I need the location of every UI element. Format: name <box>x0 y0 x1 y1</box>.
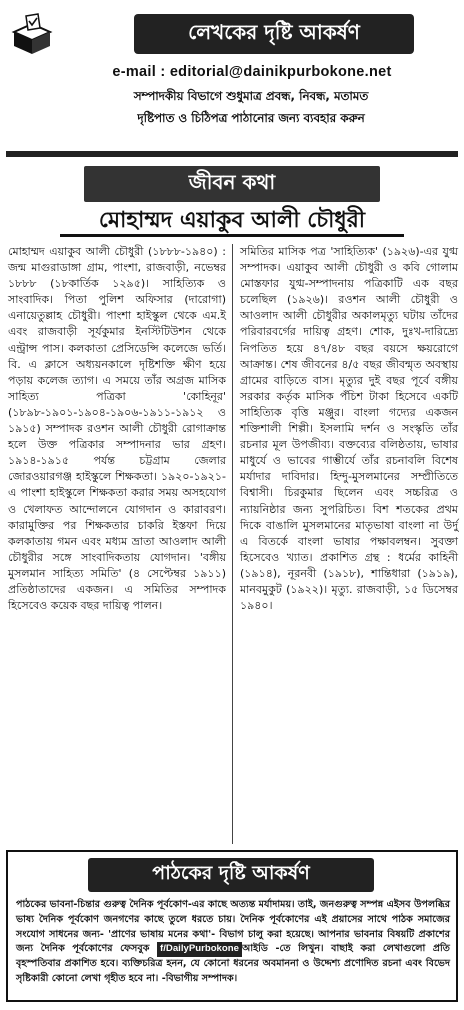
article-column-left: মোহাম্মদ এয়াকুব আলী চৌধুরী (১৮৮৮-১৯৪০) : জন্ম মাগুরাডাঙ্গা গ্রাম, পাংশা, রাজবাড়ী, নভেম্বর ১৮৮৮ (১৮কার্তিক ১২৯৫)। সাহিত্যিক ও সাংবাদিক। পিতা পুলিশ অফিসার (দারোগা) এনায়েতুল্লাহ চৌধুরী। পাংশা হাইস্কুল থেকে এম.ই এবং রাজবাড়ী সূর্যকুমার ইনস্টিটিউশন থেকে এন্ট্রান্স পাস। কলকাতা প্রেসিডেন্সি কলেজে ভর্তি। বি. এ ক্লাসে অধ্যয়নকালে দৃষ্টিশক্তি ক্ষীণ হয়ে পড়ায় কলেজ ত্যাগ। এ সময়ে তাঁর অগ্রজ মাসিক সাহিত্য পত্রিকা 'কোহিনূর' (১৮৯৮-১৯০১-১৯০৪-১৯০৬-১৯১১-১৯১২ ও ১৯১৫) সম্পাদক রওশন আলী চৌধুরী রোগাক্রান্ত হলে উক্ত পত্রিকার সম্পাদনার ভার গ্রহণ। ১৯১৪-১৯১৫ পর্যন্ত চট্টগ্রাম জেলার জোরওয়ারগঞ্জ হাইস্কুলে শিক্ষকতা। ১৯২০-১৯২১-এ পাংশা হাইস্কুলে শিক্ষকতা করার সময় অসহযোগ ও খেলাফত আন্দোলনে যোগদান ও কারাবরণ। কারামুক্তির পর শিক্ষকতার চাকরি ইস্তফা দিয়ে কলকাতায় গমন এবং মধ্যম ভ্রাতা আওলাদ আলী চৌধুরীর সঙ্গে সাংবাদিকতায় যোগদান। 'বঙ্গীয় মুসলমান সাহিত্য সমিতি' (৪ সেপ্টেম্বর ১৯১১) প্রতিষ্ঠাতাদের একজন। এ সমিতির সম্পাদক হিসেবেও কয়েক বছর দায়িত্ব পালন। <box>8 245 226 613</box>
facebook-handle-text: /DailyPurbokone <box>163 943 239 955</box>
reader-notice-text <box>16 898 450 987</box>
facebook-icon: f <box>160 943 164 955</box>
article-body <box>8 244 458 844</box>
writer-notice-title: লেখকের দৃষ্টি আকর্ষণ <box>134 14 414 54</box>
writer-notice-text <box>46 85 456 129</box>
reader-text-part-1: পাঠকের ভাবনা-চিন্তার গুরুত্ব দৈনিক পূর্বকোণ-এর কাছে অত্যন্ত মর্যাদাময়। তাই, জনগুরুত্ব সম্পন্ন এইসব উপলব্ধির ভাষ্য দৈনিক পূর্বকোণ জনগণের কাছে তুলে ধরতে চায়। দৈনিক পূর্বকোণের এই প্রয়াসের সাথে পাঠক সমাজের সংযোগ সাধনের জন্য- 'প্রাণের ভাষায় মনের কথা'- বিভাগ চালু করা হয়েছে। আপনার ভাবনার বিষয়টি প্রকাশের জন্য দৈনিক পূর্বকোণের ফেসবুক <box>16 899 450 955</box>
article-column-right: সমিতির মাসিক পত্র 'সাহিত্যিক' (১৯২৬)-এর যুগ্ম সম্পাদক। এয়াকুব আলী চৌধুরী ও কবি গোলাম মোস্তফার যুগ্ম-সম্পাদনায় পত্রিকাটি এক বছর চলেছিল (১৯২৬)। রওশন আলী চৌধুরী ও আওলাদ আলী চৌধুরীর অকালমৃত্যু ঘটায় তাঁদের পরিবারবর্গের দায়িত্ব গ্রহণ। শোক, দুঃখ-দারিদ্র্যে নিপতিত হয়ে ৪৭/৪৮ বছর বয়সে ক্ষয়রোগে আক্রান্ত। শেষ জীবনের ৪/৫ বছর জীবন্মৃত অবস্থায় গ্রামের বাড়িতে বাস। মৃত্যুর দুই বছর পূর্বে বঙ্গীয় সরকার কর্তৃক মাসিক পঁচিশ টাকা হিসেবে একটি সাহিত্যিক বৃত্তি মঞ্জুর। বাংলা গদ্যের একজন শক্তিশালী শিল্পী। ইসলামি দর্শন ও সংস্কৃতি তাঁর রচনার মূল উপজীব্য। বক্তব্যের বলিষ্ঠতায়, ভাষার মাধুর্যে ও ভাবের গাম্ভীর্যে তাঁর রচনাবলি বিশেষ মর্যাদার দাবিদার। হিন্দু-মুসলমানের সম্প্রীতিতে বিশ্বাসী। চিরকুমার ছিলেন এবং সচ্চরিত্র ও ন্যায়নিষ্ঠার জন্য সুপরিচিত। বিশ শতকের প্রথম দিকে বাঙালি মুসলমানের মাতৃভাষা বাংলা না উর্দু এ বিতর্কে বাংলা ভাষার পক্ষাবলম্বন। সুবক্তা হিসেবেও খ্যাত। প্রকাশিত গ্রন্থ : ধর্মের কাহিনী (১৯১৪), নূরনবী (১৯১৮), শান্তিধারা (১৯১৯), মানবমুকুট (১৯২২)। মৃত্যু. রাজবাড়ী, ১৫ ডিসেম্বর ১৯৪০। <box>240 245 458 613</box>
column-divider <box>232 244 233 844</box>
article-headline: মোহাম্মদ এয়াকুব আলী চৌধুরী <box>60 205 404 237</box>
notice-line-2: দৃষ্টিপাত ও চিঠিপত্র পাঠানোর জন্য ব্যবহার করুন <box>137 111 365 125</box>
ballot-box-icon <box>10 12 54 56</box>
section-title: জীবন কথা <box>84 166 380 202</box>
reader-notice-title: পাঠকের দৃষ্টি আকর্ষণ <box>88 858 374 892</box>
writer-notice-panel <box>6 4 458 136</box>
reader-notice-panel <box>6 850 458 1002</box>
reader-text-part-2: আইডি -তে লিখুন। বাছাই করা লেখাগুলো প্রতি বৃহস্পতিবার প্রকাশিত হবে। ব্যক্তিচরিত্র হনন, যে কোনো ধরনের অবমাননা ও উদ্দেশ্য প্রণোদিত রচনা এবং বিভেদ সৃষ্টিকারী কোনো লেখা গৃহীত হবে না। -বিভাগীয় সম্পাদক। <box>16 943 450 984</box>
section-divider <box>6 151 458 157</box>
notice-line-1: সম্পাদকীয় বিভাগে শুধুমাত্র প্রবন্ধ, নিবন্ধ, মতামত <box>133 89 369 103</box>
editorial-email: e-mail : editorial@dainikpurbokone.net <box>112 64 392 80</box>
facebook-handle <box>157 942 242 957</box>
